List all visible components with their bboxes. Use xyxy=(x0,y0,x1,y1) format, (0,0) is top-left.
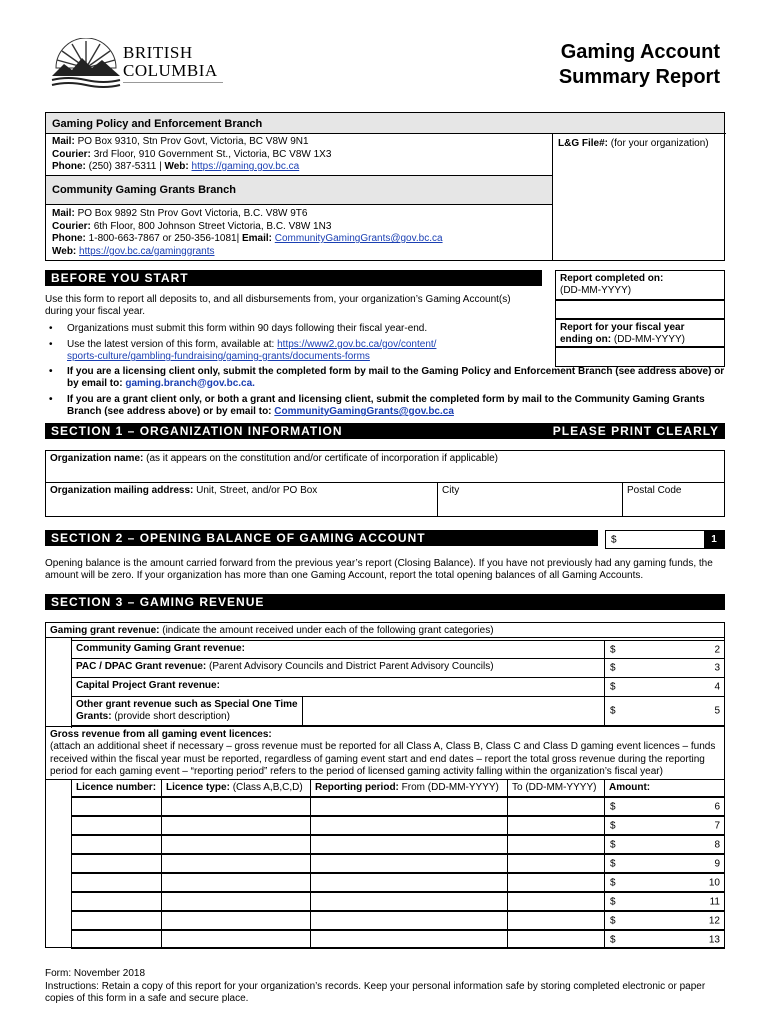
capital-project-label: Capital Project Grant revenue: xyxy=(71,677,605,697)
report-completed-field[interactable]: Report completed on: (DD-MM-YYYY) xyxy=(555,270,725,300)
before-you-start-bar: BEFORE YOU START xyxy=(45,270,542,286)
reporting-to-input[interactable] xyxy=(507,911,605,930)
mailing-address-field[interactable]: Organization mailing address: Unit, Street, and/or PO Box xyxy=(45,482,438,517)
reporting-from-input[interactable] xyxy=(310,892,508,911)
other-grant-input[interactable]: $ 5 xyxy=(604,696,725,726)
reporting-to-input[interactable] xyxy=(507,797,605,816)
col-reporting-to: To (DD-MM-YYYY) xyxy=(507,779,605,797)
bullet-latest-version: • Use the latest version of this form, available at: https://www2.gov.bc.ca/gov/content/ sports-culture/gambling-fundraising/gaming-grants/documents-forms xyxy=(45,339,545,363)
logo-line-2: COLUMBIA xyxy=(123,61,218,80)
before-intro: Use this form to report all deposits to, and all disbursements from, your organization’s Gaming Account(s) during your fiscal year. xyxy=(45,294,511,317)
opening-balance-input[interactable]: $ 1 xyxy=(605,530,725,549)
cgg-revenue-input[interactable]: $ 2 xyxy=(604,640,725,659)
line-number: 1 xyxy=(704,531,724,549)
gpeb-email-link[interactable]: gaming.branch@gov.bc.ca. xyxy=(125,378,255,389)
line-number: 13 xyxy=(708,934,720,945)
title-line-1: Gaming Account xyxy=(560,41,720,63)
licence-type-input[interactable] xyxy=(161,854,311,873)
other-grant-description-input[interactable] xyxy=(302,696,605,726)
licence-number-input[interactable] xyxy=(71,873,162,892)
city-field[interactable]: City xyxy=(437,482,623,517)
line-number: 6 xyxy=(714,801,720,812)
licence-type-input[interactable] xyxy=(161,873,311,892)
reporting-from-input[interactable] xyxy=(310,797,508,816)
licence-type-input[interactable] xyxy=(161,797,311,816)
section-2-bar: SECTION 2 – OPENING BALANCE OF GAMING ACCOUNT xyxy=(45,530,598,546)
licence-type-input[interactable] xyxy=(161,930,311,949)
form-date: Form: November 2018 xyxy=(45,968,146,979)
before-bullets-bold xyxy=(45,366,735,422)
footer-instructions: Instructions: Retain a copy of this report for your organization’s records. Keep your personal information safe by storing completed electronic or paper copies of this form in a safe and secure place. xyxy=(45,980,706,1004)
print-clearly-label: PLEASE PRINT CLEARLY xyxy=(552,424,719,438)
logo-underline xyxy=(123,82,223,83)
section-3-bar: SECTION 3 – GAMING REVENUE xyxy=(45,594,725,610)
bullet-grant-client: • If you are a grant client only, or both a grant and licensing client, submit the completed form by mail to the Community Gaming Grants Branch (see address above) or by email to: CommunityGamingGrants@gov.bc.ca xyxy=(45,394,735,418)
before-bullets xyxy=(45,323,545,367)
opening-balance-note: Opening balance is the amount carried forward from the previous year’s report (Closing Balance). If you have not previously had any gaming funds, the amount will be zero. If your organization has more than one Gaming Account, report the total opening balances of all Gaming Accounts. xyxy=(45,558,713,581)
licence-type-input[interactable] xyxy=(161,911,311,930)
cgg-email-link[interactable]: CommunityGamingGrants@gov.bc.ca xyxy=(274,233,443,244)
col-licence-type: Licence type: (Class A,B,C,D) xyxy=(161,779,311,797)
reporting-from-input[interactable] xyxy=(310,930,508,949)
cgg-heading: Community Gaming Grants Branch xyxy=(46,176,552,204)
cgg-courier: 6th Floor, 800 Johnson Street Victoria, B.C. V8W 1N3 xyxy=(93,220,332,232)
line-number: 7 xyxy=(714,820,720,831)
report-completed-input[interactable] xyxy=(555,300,725,319)
licence-number-input[interactable] xyxy=(71,835,162,854)
licence-number-input[interactable] xyxy=(71,797,162,816)
title-line-2: Summary Report xyxy=(558,66,720,88)
gpeb-phone: (250) 387-5311 | xyxy=(88,161,162,172)
footer xyxy=(45,968,725,1006)
pac-revenue-input[interactable]: $ 3 xyxy=(604,658,725,678)
licence-amount-input[interactable]: $ 13 xyxy=(604,930,725,949)
cgg-mail: PO Box 9892 Stn Prov Govt Victoria, B.C. V8W 9T6 xyxy=(77,208,308,219)
licence-amount-input[interactable]: $ 9 xyxy=(604,854,725,873)
reporting-from-input[interactable] xyxy=(310,835,508,854)
cgg-web-link[interactable]: https://gov.bc.ca/gaminggrants xyxy=(79,245,215,257)
col-licence-number: Licence number: xyxy=(71,779,162,797)
postal-code-field[interactable]: Postal Code xyxy=(622,482,725,517)
gpeb-web-link[interactable]: https://gaming.gov.bc.ca xyxy=(191,161,300,172)
gpeb-address: Mail: PO Box 9310, Stn Prov Govt, Victoria, BC V8W 9N1 Courier: 3rd Floor, 910 Government St., Victoria, BC V8W 1X3 Phone: (250) 387-5311 | Web: https://gaming.gov.bc.ca xyxy=(52,136,332,172)
reporting-to-input[interactable] xyxy=(507,892,605,911)
licence-type-input[interactable] xyxy=(161,816,311,835)
reporting-from-input[interactable] xyxy=(310,854,508,873)
gross-revenue-note: Gross revenue from all gaming event licences: (attach an additional sheet if necessary – gross revenue must be reported for all Class A, Class B, Class C and Class D gaming event licences – funds received within the fiscal year must be reported, regardless of gaming event start and end dates – report the total gross revenue during the reporting period for each gaming event – “reporting period” refers to the period of licensed gaming activity falling within the organization’s fiscal year) xyxy=(45,726,725,780)
licence-number-input[interactable] xyxy=(71,930,162,949)
line-number: 8 xyxy=(714,839,720,850)
licence-type-input[interactable] xyxy=(161,835,311,854)
reporting-from-input[interactable] xyxy=(310,873,508,892)
gpeb-courier: 3rd Floor, 910 Government St., Victoria, BC V8W 1X3 xyxy=(93,148,332,160)
licence-amount-input[interactable]: $ 8 xyxy=(604,835,725,854)
lg-file-field[interactable]: L&G File#: (for your organization) xyxy=(558,138,709,149)
form-link-2[interactable]: sports-culture/gambling-fundraising/gaming-grants/documents-forms xyxy=(67,351,370,362)
col-reporting-from: Reporting period: From (DD-MM-YYYY) xyxy=(310,779,508,797)
licence-amount-input[interactable]: $ 10 xyxy=(604,873,725,892)
licence-amount-input[interactable]: $ 12 xyxy=(604,911,725,930)
page-title xyxy=(559,40,720,90)
capital-project-input[interactable]: $ 4 xyxy=(604,677,725,697)
licence-number-input[interactable] xyxy=(71,854,162,873)
reporting-to-input[interactable] xyxy=(507,816,605,835)
section-1-bar: SECTION 1 – ORGANIZATION INFORMATION PLEASE PRINT CLEARLY xyxy=(45,423,725,439)
line-number: 11 xyxy=(709,896,720,907)
licence-number-input[interactable] xyxy=(71,816,162,835)
fiscal-year-end-input[interactable] xyxy=(555,347,725,367)
logo-line-1: BRITISH xyxy=(123,43,193,62)
address-block xyxy=(45,112,725,261)
org-name-field[interactable]: Organization name: (as it appears on the constitution and/or certificate of incorporation if applicable) xyxy=(45,450,725,483)
cgg-revenue-label: Community Gaming Grant revenue: xyxy=(71,640,605,659)
licence-amount-input[interactable]: $ 6 xyxy=(604,797,725,816)
licence-type-input[interactable] xyxy=(161,892,311,911)
bullet-deadline: • Organizations must submit this form within 90 days following their fiscal year-end. xyxy=(45,323,545,335)
pac-revenue-label: PAC / DPAC Grant revenue: (Parent Advisory Councils and District Parent Advisory Councils) xyxy=(71,658,605,678)
gpeb-mail: PO Box 9310, Stn Prov Govt, Victoria, BC V8W 9N1 xyxy=(77,136,309,147)
sun-mountain-logo-icon xyxy=(50,38,122,88)
cgg-email-link-2[interactable]: CommunityGamingGrants@gov.bc.ca xyxy=(274,406,454,417)
reporting-from-input[interactable] xyxy=(310,816,508,835)
reporting-to-input[interactable] xyxy=(507,873,605,892)
cgg-address: Mail: PO Box 9892 Stn Prov Govt Victoria, B.C. V8W 9T6 Courier: 6th Floor, 800 Johnson Street Victoria, B.C. V8W 1N3 Phone: 1-800-663-7867 or 250-356-1081| Email: CommunityGamingGrants@gov.bc.ca Web: https://gov.bc.ca/gaminggrants xyxy=(52,208,443,257)
licence-number-input[interactable] xyxy=(71,911,162,930)
bc-logo xyxy=(50,38,230,88)
grant-revenue-header: Gaming grant revenue: (indicate the amount received under each of the following grant categories) xyxy=(45,622,725,638)
gpeb-heading: Gaming Policy and Enforcement Branch xyxy=(46,113,724,133)
licence-number-input[interactable] xyxy=(71,892,162,911)
cgg-phone: 1-800-663-7867 or 250-356-1081| xyxy=(88,233,240,244)
other-grant-label: Other grant revenue such as Special One Time Grants: (provide short description) xyxy=(71,696,303,726)
reporting-to-input[interactable] xyxy=(507,854,605,873)
bullet-licensing-client: • If you are a licensing client only, submit the completed form by mail to the Gaming Policy and Enforcement Branch (see address above) or by email to: gaming.branch@gov.bc.ca. xyxy=(45,366,735,390)
reporting-from-input[interactable] xyxy=(310,911,508,930)
fiscal-year-end-field[interactable]: Report for your fiscal year ending on: (DD-MM-YYYY) xyxy=(555,319,725,347)
licence-amount-input[interactable]: $ 11 xyxy=(604,892,725,911)
line-number: 12 xyxy=(708,915,720,926)
line-number: 9 xyxy=(714,858,720,869)
line-number: 10 xyxy=(708,877,720,888)
licence-amount-input[interactable]: $ 7 xyxy=(604,816,725,835)
form-link-1[interactable]: https://www2.gov.bc.ca/gov/content/ xyxy=(277,339,437,350)
reporting-to-input[interactable] xyxy=(507,835,605,854)
col-amount: Amount: xyxy=(604,779,725,797)
reporting-to-input[interactable] xyxy=(507,930,605,949)
